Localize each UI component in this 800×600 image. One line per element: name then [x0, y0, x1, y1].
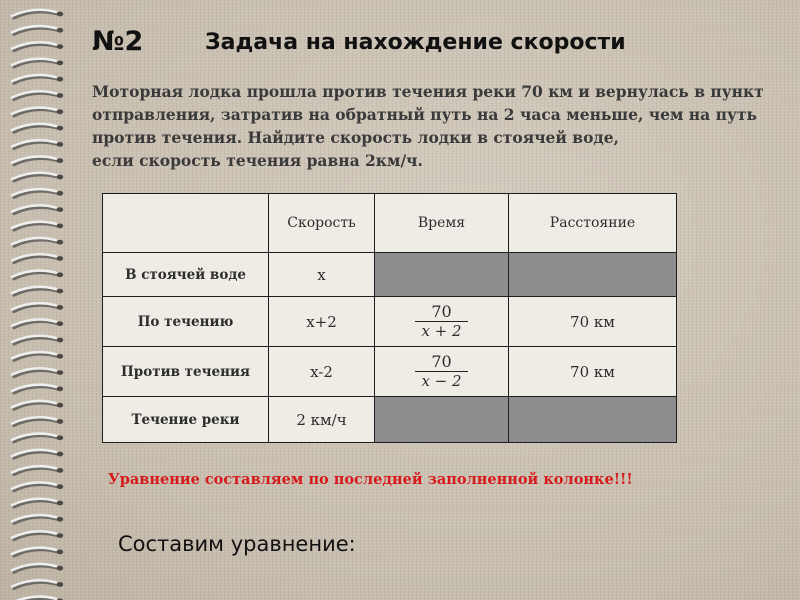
row-label: Течение реки [103, 397, 269, 443]
spiral-binding-icon [0, 0, 70, 600]
fraction-denominator: x − 2 [415, 371, 467, 391]
time-cell-shaded [375, 397, 509, 443]
speed-cell: 2 км/ч [269, 397, 375, 443]
fraction-numerator: 70 [431, 352, 452, 371]
time-cell [375, 297, 509, 347]
table-row [103, 397, 677, 443]
distance-cell-shaded [509, 397, 677, 443]
data-table [102, 193, 677, 443]
problem-line: если скорость течения равна 2км/ч. [92, 151, 423, 170]
row-label: В стоячей воде [103, 253, 269, 297]
hint-note: Уравнение составляем по последней заполненной колонке!!! [108, 471, 633, 488]
problem-line: против течения. Найдите скорость лодки в стоячей воде, [92, 128, 619, 147]
fraction-numerator: 70 [431, 302, 452, 321]
speed-cell: x-2 [269, 347, 375, 397]
problem-line: отправления, затратив на обратный путь на 2 часа меньше, чем на путь [92, 105, 757, 124]
header-corner [103, 194, 269, 253]
table-header-row [103, 194, 677, 253]
speed-cell: x [269, 253, 375, 297]
problem-line: Моторная лодка прошла против течения реки 70 км и вернулась в пункт [92, 82, 764, 101]
distance-cell-shaded [509, 253, 677, 297]
speed-cell: x+2 [269, 297, 375, 347]
table-row [103, 347, 677, 397]
time-cell [375, 347, 509, 397]
time-fraction [415, 352, 467, 391]
time-fraction [415, 302, 467, 341]
header-distance: Расстояние [509, 194, 677, 253]
distance-cell: 70 км [509, 347, 677, 397]
problem-text [92, 80, 782, 172]
table-row [103, 297, 677, 347]
time-cell-shaded [375, 253, 509, 297]
task-number: №2 [92, 26, 144, 57]
row-label: Против течения [103, 347, 269, 397]
row-label: По течению [103, 297, 269, 347]
table-row [103, 253, 677, 297]
fraction-denominator: x + 2 [415, 321, 467, 341]
header-speed: Скорость [269, 194, 375, 253]
compose-equation-label: Составим уравнение: [118, 532, 356, 556]
header-time: Время [375, 194, 509, 253]
slide-title: Задача на нахождение скорости [205, 30, 626, 55]
distance-cell: 70 км [509, 297, 677, 347]
